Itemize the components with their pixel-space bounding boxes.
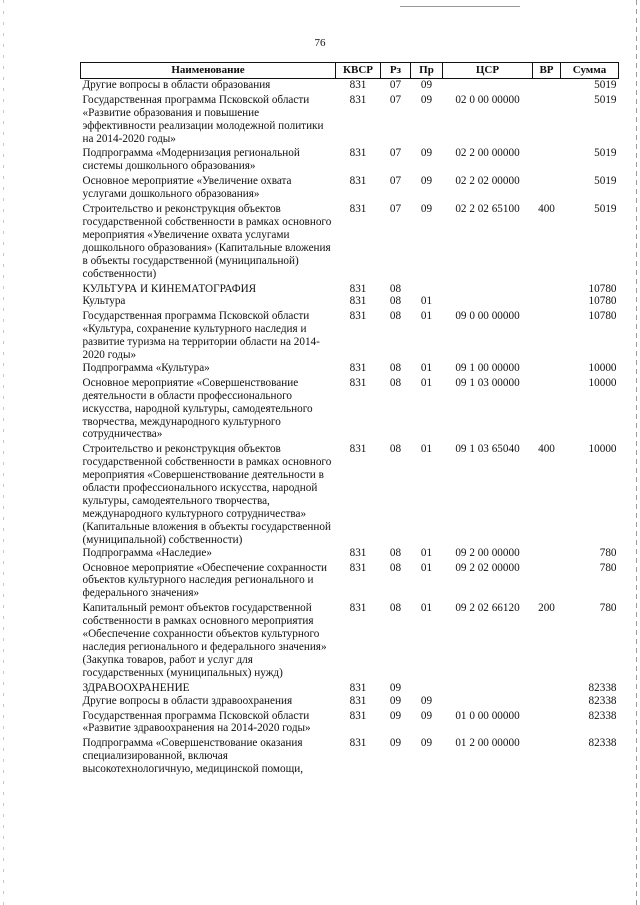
page-number: 76 [314, 37, 326, 49]
table-row [81, 281, 619, 296]
cell-sum: 10780 [588, 295, 617, 308]
table-row [81, 735, 619, 776]
cell-csr: 09 2 02 00000 [455, 561, 520, 574]
cell-sum: 10780 [588, 282, 617, 295]
cell-sum: 780 [599, 561, 617, 574]
cell-rz: 07 [389, 147, 402, 160]
cell-name: Другие вопросы в области здравоохранения [82, 694, 293, 707]
cell-kvsr: 831 [349, 694, 367, 707]
table-row [81, 201, 619, 280]
table-row [81, 680, 619, 695]
cell-name: Строительство и реконструкция объектов государственной собственности в рамках основного мероприятия «Совершенствование деятельности в области профессионального искусства, народной культуры, самодеятельного творчества, международного культурного сотрудничества» (Капитальные вложения в объекты государственной (муниципальной) собственности) [82, 443, 332, 546]
cell-kvsr: 831 [349, 295, 367, 308]
cell-pr [411, 281, 443, 296]
cell-rz: 08 [389, 310, 402, 323]
cell-name: Государственная программа Псковской области «Развитие образования и повышение эффективности реализации молодежной политики на 2014-2020 годы» [82, 93, 324, 145]
cell-vr [533, 735, 561, 776]
cell-kvsr: 831 [349, 175, 367, 188]
cell-name: Основное мероприятие «Совершенствование деятельности в области профессионального искусства, народной культуры, самодеятельного творчества, международного культурного сотрудничества» [82, 376, 313, 441]
cell-rz: 08 [389, 376, 402, 389]
cell-rz: 07 [389, 203, 402, 216]
cell-name: Основное мероприятие «Увеличение охвата услугами дошкольного образования» [82, 175, 292, 201]
cell-csr: 09 2 00 00000 [455, 546, 520, 559]
cell-kvsr: 831 [349, 561, 367, 574]
cell-rz: 07 [389, 175, 402, 188]
cell-sum: 10000 [588, 376, 617, 389]
cell-pr: 09 [420, 203, 433, 216]
cell-csr [443, 695, 533, 708]
cell-pr: 09 [420, 175, 433, 188]
cell-vr [533, 695, 561, 708]
cell-vr [533, 92, 561, 146]
cell-kvsr: 831 [349, 203, 367, 216]
cell-kvsr: 831 [349, 282, 367, 295]
table-header-row [81, 63, 619, 79]
cell-vr: 200 [538, 602, 555, 615]
cell-csr [443, 295, 533, 308]
column-header-name: Наименование [81, 63, 336, 79]
cell-csr: 09 1 03 65040 [455, 443, 520, 456]
cell-sum: 82338 [588, 709, 617, 722]
cell-csr: 09 0 00 00000 [455, 310, 520, 323]
cell-kvsr: 831 [349, 376, 367, 389]
cell-kvsr: 831 [349, 709, 367, 722]
column-header-vr: ВР [533, 63, 561, 79]
table-row [81, 375, 619, 442]
cell-sum: 5019 [594, 78, 617, 91]
cell-name: ЗДРАВООХРАНЕНИЕ [82, 681, 190, 694]
cell-name: КУЛЬТУРА И КИНЕМАТОГРАФИЯ [82, 282, 257, 295]
cell-sum: 780 [599, 546, 617, 559]
column-header-kvsr: КВСР [336, 63, 381, 79]
cell-csr [443, 680, 533, 695]
cell-vr [533, 173, 561, 201]
cell-pr: 01 [420, 295, 433, 308]
cell-sum: 780 [599, 602, 617, 615]
cell-vr [533, 375, 561, 442]
cell-sum: 82338 [588, 737, 617, 750]
cell-pr: 01 [420, 361, 433, 374]
table-row [81, 145, 619, 173]
scan-edge-left [3, 0, 4, 905]
cell-sum: 5019 [594, 147, 617, 160]
cell-kvsr: 831 [349, 310, 367, 323]
cell-name: Капитальный ремонт объектов государственной собственности в рамках основного мероприятия «Обеспечение сохранности объектов культурного наследия регионального и федерального значения» (Закупка товаров, работ и услуг для государственных (муниципальных) нужд) [82, 602, 327, 679]
cell-vr [533, 560, 561, 601]
cell-rz: 08 [389, 295, 402, 308]
cell-csr: 02 2 00 00000 [455, 147, 520, 160]
cell-rz: 07 [389, 93, 402, 106]
cell-pr [411, 680, 443, 695]
cell-name: Другие вопросы в области образования [82, 78, 271, 91]
cell-pr: 01 [420, 546, 433, 559]
cell-pr: 01 [420, 602, 433, 615]
cell-csr: 02 0 00 00000 [455, 93, 520, 106]
cell-vr [533, 708, 561, 736]
cell-pr: 09 [420, 709, 433, 722]
cell-pr: 01 [420, 376, 433, 389]
cell-vr [533, 295, 561, 308]
cell-vr: 400 [538, 203, 555, 216]
cell-sum: 82338 [588, 694, 617, 707]
cell-rz: 09 [389, 709, 402, 722]
cell-sum: 5019 [594, 203, 617, 216]
cell-name: Строительство и реконструкция объектов государственной собственности в рамках основного мероприятия «Увеличение охвата услугами дошкольного образования» (Капитальные вложения в объекты государственной (муниципальной) собственности) [82, 203, 332, 280]
cell-rz: 08 [389, 561, 402, 574]
cell-csr: 01 0 00 00000 [455, 709, 520, 722]
table-row [81, 441, 619, 546]
cell-pr: 01 [420, 310, 433, 323]
cell-name: Культура [82, 295, 126, 308]
cell-vr [533, 547, 561, 560]
table-row [81, 295, 619, 308]
scan-edge-right [636, 0, 637, 905]
cell-csr: 02 2 02 00000 [455, 175, 520, 188]
table-row [81, 708, 619, 736]
cell-kvsr: 831 [349, 737, 367, 750]
cell-rz: 09 [389, 694, 402, 707]
table-row [81, 547, 619, 560]
cell-rz: 08 [389, 602, 402, 615]
column-header-csr: ЦСР [443, 63, 533, 79]
table-body [81, 78, 619, 776]
cell-pr: 09 [420, 737, 433, 750]
cell-kvsr: 831 [349, 681, 367, 694]
table-row [81, 560, 619, 601]
cell-name: Государственная программа Псковской области «Культура, сохранение культурного наследия и развитие туризма на территории области на 2014-2020 годы» [82, 310, 320, 362]
cell-csr [443, 78, 533, 91]
cell-kvsr: 831 [349, 93, 367, 106]
table-row [81, 600, 619, 679]
cell-kvsr: 831 [349, 546, 367, 559]
cell-name: Основное мероприятие «Обеспечение сохранности объектов культурного наследия регионального и федерального значения» [82, 561, 328, 600]
cell-sum: 10000 [588, 361, 617, 374]
cell-sum: 82338 [588, 681, 617, 694]
cell-csr: 09 1 03 00000 [455, 376, 520, 389]
cell-csr: 02 2 02 65100 [455, 203, 520, 216]
cell-vr [533, 680, 561, 695]
cell-pr: 09 [420, 147, 433, 160]
cell-rz: 09 [389, 681, 402, 694]
table-row [81, 362, 619, 375]
cell-name: Подпрограмма «Наследие» [82, 546, 212, 559]
cell-vr [533, 78, 561, 91]
cell-vr [533, 281, 561, 296]
table-row [81, 173, 619, 201]
cell-rz: 08 [389, 282, 402, 295]
cell-rz: 07 [389, 78, 402, 91]
cell-rz: 08 [389, 443, 402, 456]
cell-csr: 09 1 00 00000 [455, 361, 520, 374]
cell-name: Государственная программа Псковской области «Развитие здравоохранения на 2014-2020 годы» [82, 709, 311, 735]
cell-rz: 09 [389, 737, 402, 750]
cell-rz: 08 [389, 361, 402, 374]
cell-rz: 08 [389, 546, 402, 559]
cell-vr [533, 308, 561, 362]
table-row [81, 695, 619, 708]
cell-kvsr: 831 [349, 147, 367, 160]
cell-sum: 10780 [588, 310, 617, 323]
table-row [81, 308, 619, 362]
cell-sum: 10000 [588, 443, 617, 456]
cell-name: Подпрограмма «Совершенствование оказания специализированной, включая высокотехнологичную, медицинской помощи, [82, 737, 304, 776]
cell-csr: 09 2 02 66120 [455, 602, 520, 615]
cell-pr: 01 [420, 561, 433, 574]
cell-vr: 400 [538, 443, 555, 456]
column-header-pr: Пр [411, 63, 443, 79]
table-row [81, 78, 619, 91]
cell-kvsr: 831 [349, 602, 367, 615]
cell-kvsr: 831 [349, 361, 367, 374]
table-row [81, 92, 619, 146]
cell-pr: 09 [420, 93, 433, 106]
column-header-sum: Сумма [561, 63, 619, 79]
cell-sum: 5019 [594, 175, 617, 188]
cell-pr: 09 [420, 78, 433, 91]
cell-sum: 5019 [594, 93, 617, 106]
cell-name: Подпрограмма «Модернизация региональной системы дошкольного образования» [82, 147, 300, 173]
column-header-rz: Рз [381, 63, 411, 79]
budget-table [80, 62, 619, 776]
cell-kvsr: 831 [349, 443, 367, 456]
cell-pr: 09 [420, 694, 433, 707]
cell-vr [533, 145, 561, 173]
cell-csr [443, 281, 533, 296]
cell-csr: 01 2 00 00000 [455, 737, 520, 750]
scan-mark-top [400, 6, 520, 7]
cell-vr [533, 362, 561, 375]
cell-pr: 01 [420, 443, 433, 456]
cell-name: Подпрограмма «Культура» [82, 361, 210, 374]
cell-kvsr: 831 [349, 78, 367, 91]
